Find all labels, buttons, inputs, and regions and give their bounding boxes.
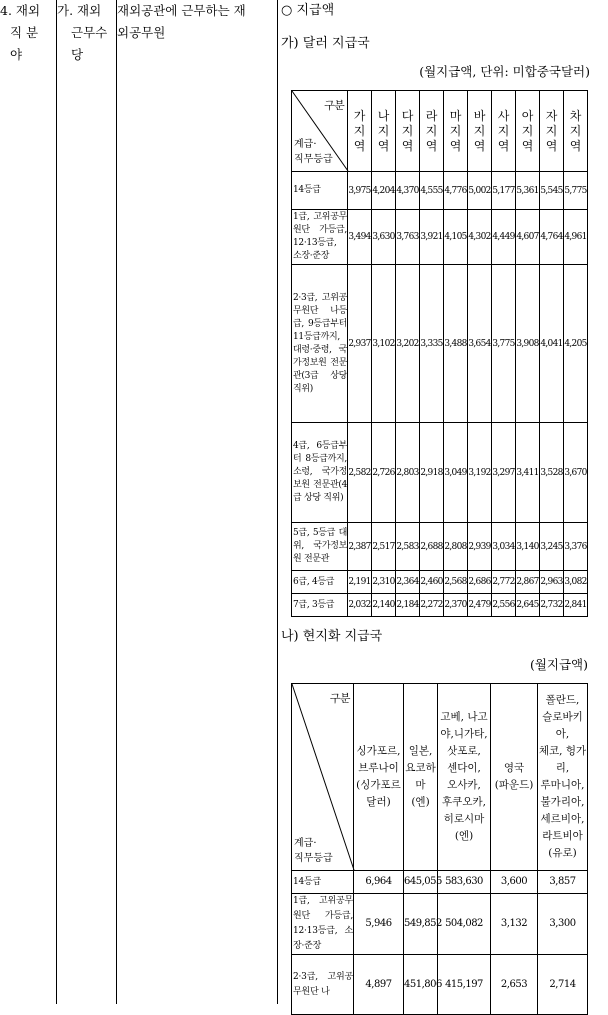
region-header: 다 지역 <box>396 91 420 172</box>
value-cell: 2,686 <box>468 571 492 594</box>
value-cell: 2,364 <box>396 571 420 594</box>
value-cell: 2,772 <box>492 571 516 594</box>
value-cell: 3,411 <box>516 423 540 523</box>
column-target <box>116 0 277 1004</box>
value-cell: 4,105 <box>444 210 468 265</box>
value-cell: 2,732 <box>540 594 564 617</box>
section-a-heading: 가) 달러 지급국 <box>281 36 370 51</box>
value-cell: 3,654 <box>468 265 492 423</box>
row-label: 7급, 3등급 <box>292 594 348 617</box>
value-cell: 3,034 <box>492 523 516 571</box>
value-cell: 3,857 <box>538 871 588 894</box>
value-cell: 2,583 <box>396 523 420 571</box>
value-cell: 4,764 <box>540 210 564 265</box>
region-header: 바 지역 <box>468 91 492 172</box>
corner-bottom-label: 계급· 직무등급 <box>294 139 333 165</box>
row-label: 4급, 6등급부터 8등급까지, 소령, 국가정보원 전문관(4급 상당 직위) <box>292 423 348 523</box>
value-cell: 2,184 <box>396 594 420 617</box>
value-cell: 5,545 <box>540 172 564 210</box>
value-cell: 4,607 <box>516 210 540 265</box>
value-cell: 3,488 <box>444 265 468 423</box>
value-cell: 3,921 <box>420 210 444 265</box>
value-cell: 451,806 <box>404 955 438 1015</box>
target-line-2: 외공무원 <box>117 25 166 40</box>
value-cell: 4,449 <box>492 210 516 265</box>
value-cell: 3,132 <box>491 894 538 955</box>
value-cell: 6,964 <box>354 871 404 894</box>
corner-header-cell <box>292 91 348 172</box>
corner-bottom-label: 계급· 직무등급 <box>294 838 333 864</box>
corner-top-label: 구분 <box>329 692 350 705</box>
table-row <box>292 894 588 955</box>
value-cell: 3,528 <box>540 423 564 523</box>
region-header: 차 지역 <box>564 91 588 172</box>
category-line-3: 야 <box>10 47 23 62</box>
value-cell: 2,582 <box>348 423 372 523</box>
value-cell: 3,975 <box>348 172 372 210</box>
value-cell: 2,937 <box>348 265 372 423</box>
row-label: 14등급 <box>292 172 348 210</box>
row-label: 6급, 4등급 <box>292 571 348 594</box>
region-header: 아 지역 <box>516 91 540 172</box>
country-header: 고베, 나고 야,니가타, 삿포로, 센다이, 오사카, 후쿠오카, 히로시마 (엔) <box>438 684 491 871</box>
allowance-line-1: 가. 재외 <box>57 3 102 18</box>
value-cell: 2,568 <box>444 571 468 594</box>
value-cell: 3,670 <box>564 423 588 523</box>
table-row <box>292 871 588 894</box>
column-payment <box>277 0 608 1004</box>
column-allowance <box>56 0 115 1004</box>
table-row <box>292 423 588 523</box>
section-b-heading: 나) 현지화 지급국 <box>281 629 383 644</box>
value-cell: 3,775 <box>492 265 516 423</box>
value-cell: 3,908 <box>516 265 540 423</box>
value-cell: 4,776 <box>444 172 468 210</box>
table-row <box>292 523 588 571</box>
value-cell: 5,177 <box>492 172 516 210</box>
table-row <box>292 210 588 265</box>
value-cell: 2,517 <box>372 523 396 571</box>
value-cell: 2,140 <box>372 594 396 617</box>
value-cell: 3,202 <box>396 265 420 423</box>
value-cell: 2,370 <box>444 594 468 617</box>
section-b-unit: (월지급액) <box>529 657 588 672</box>
country-header: 일본, 요코하 마 (엔) <box>404 684 438 871</box>
region-header: 나 지역 <box>372 91 396 172</box>
value-cell: 3,600 <box>491 871 538 894</box>
allowance-line-2: 근무수 <box>71 25 108 40</box>
row-label: 1급, 고위공무원단 가등급, 12·13등급, 소장·준장 <box>292 894 354 955</box>
section-a-unit: (월지급액, 단위: 미합중국달러) <box>419 64 590 79</box>
value-cell: 4,302 <box>468 210 492 265</box>
region-header: 라 지역 <box>420 91 444 172</box>
value-cell: 415,197 <box>438 955 491 1015</box>
value-cell: 2,726 <box>372 423 396 523</box>
target-line-1: 재외공관에 근무하는 재 <box>117 3 246 18</box>
category-line-2: 직 분 <box>10 25 39 40</box>
value-cell: 3,049 <box>444 423 468 523</box>
corner-top-label: 구분 <box>324 99 344 112</box>
value-cell: 4,204 <box>372 172 396 210</box>
corner-header-cell <box>292 684 354 871</box>
value-cell: 4,555 <box>420 172 444 210</box>
value-cell: 4,370 <box>396 172 420 210</box>
value-cell: 2,867 <box>516 571 540 594</box>
value-cell: 3,102 <box>372 265 396 423</box>
value-cell: 4,961 <box>564 210 588 265</box>
value-cell: 3,192 <box>468 423 492 523</box>
value-cell: 3,245 <box>540 523 564 571</box>
value-cell: 2,645 <box>516 594 540 617</box>
value-cell: 3,297 <box>492 423 516 523</box>
column-category <box>0 0 54 1004</box>
row-label: 5급, 5등급 대위, 국가정보원 전문관 <box>292 523 348 571</box>
value-cell: 2,653 <box>491 955 538 1015</box>
value-cell: 2,841 <box>564 594 588 617</box>
value-cell: 4,205 <box>564 265 588 423</box>
value-cell: 3,082 <box>564 571 588 594</box>
value-cell: 2,310 <box>372 571 396 594</box>
payment-title: ○ 지급액 <box>281 3 335 18</box>
value-cell: 3,140 <box>516 523 540 571</box>
table-row <box>292 955 588 1015</box>
table-header-row <box>292 684 588 871</box>
value-cell: 583,630 <box>438 871 491 894</box>
region-header: 마 지역 <box>444 91 468 172</box>
value-cell: 2,387 <box>348 523 372 571</box>
value-cell: 3,630 <box>372 210 396 265</box>
value-cell: 2,191 <box>348 571 372 594</box>
value-cell: 3,300 <box>538 894 588 955</box>
local-currency-table <box>291 683 588 1015</box>
value-cell: 2,808 <box>444 523 468 571</box>
value-cell: 2,460 <box>420 571 444 594</box>
value-cell: 4,041 <box>540 265 564 423</box>
table-row <box>292 571 588 594</box>
value-cell: 5,361 <box>516 172 540 210</box>
row-label: 2·3급, 고위공무원단 나 <box>292 955 354 1015</box>
value-cell: 2,714 <box>538 955 588 1015</box>
value-cell: 2,272 <box>420 594 444 617</box>
value-cell: 5,946 <box>354 894 404 955</box>
value-cell: 2,803 <box>396 423 420 523</box>
value-cell: 2,688 <box>420 523 444 571</box>
table-header-row <box>292 91 588 172</box>
country-header: 싱가포르, 브루나이 (싱가포르 달러) <box>354 684 404 871</box>
value-cell: 2,939 <box>468 523 492 571</box>
value-cell: 3,494 <box>348 210 372 265</box>
region-header: 자 지역 <box>540 91 564 172</box>
value-cell: 2,556 <box>492 594 516 617</box>
region-header: 사 지역 <box>492 91 516 172</box>
value-cell: 2,032 <box>348 594 372 617</box>
value-cell: 4,897 <box>354 955 404 1015</box>
value-cell: 3,763 <box>396 210 420 265</box>
country-header: 폴란드, 슬로바키 아, 체코, 헝가 리, 루마니아, 불가리아, 세르비아, 라트비아 (유로) <box>538 684 588 871</box>
row-label: 2·3급, 고위공무원단 나등급, 9등급부터 11등급까지, 대령·중령, 국가정보원 전문관(3급 상당 직위) <box>292 265 348 423</box>
value-cell: 3,376 <box>564 523 588 571</box>
value-cell: 3,335 <box>420 265 444 423</box>
country-header: 영국 (파운드) <box>491 684 538 871</box>
value-cell: 645,055 <box>404 871 438 894</box>
row-label: 14등급 <box>292 871 354 894</box>
table-row <box>292 172 588 210</box>
value-cell: 5,775 <box>564 172 588 210</box>
allowance-line-3: 당 <box>71 47 84 62</box>
value-cell: 504,082 <box>438 894 491 955</box>
value-cell: 549,852 <box>404 894 438 955</box>
table-row <box>292 265 588 423</box>
row-label: 1급, 고위공무원단 가등급, 12·13등급, 소장·준장 <box>292 210 348 265</box>
dollar-table <box>291 90 588 617</box>
table-row <box>292 594 588 617</box>
region-header: 가 지역 <box>348 91 372 172</box>
value-cell: 2,918 <box>420 423 444 523</box>
value-cell: 5,002 <box>468 172 492 210</box>
value-cell: 2,963 <box>540 571 564 594</box>
value-cell: 2,479 <box>468 594 492 617</box>
category-line-1: 4. 재외 <box>0 3 41 18</box>
